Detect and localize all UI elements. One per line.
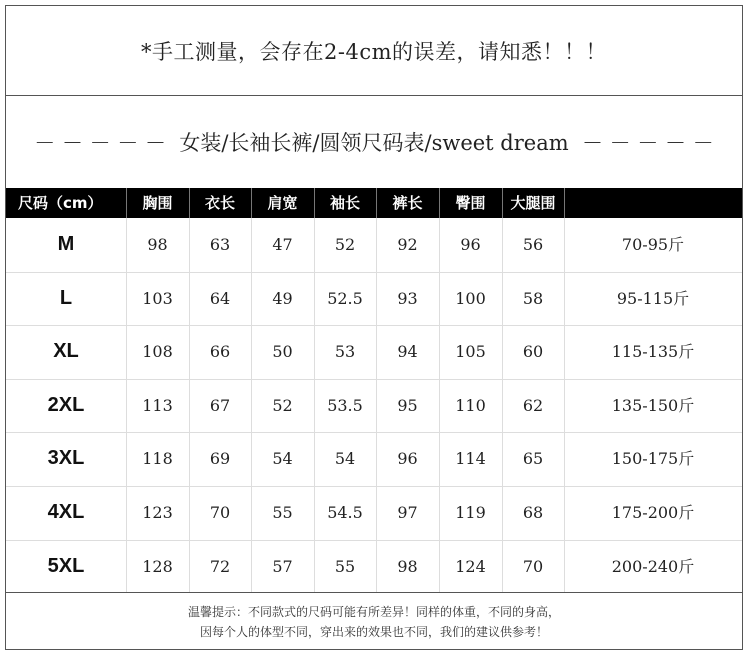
table-row <box>6 379 742 433</box>
row-divider <box>6 432 742 433</box>
footer-tip-line-1: 温馨提示：不同款式的尺码可能有所差异！同样的体重，不同的身高， <box>187 605 560 619</box>
weight-range: 175-200斤 <box>611 503 695 522</box>
size-label: 2XL <box>47 393 85 416</box>
size-label: 5XL <box>47 554 85 577</box>
header-divider <box>564 188 565 218</box>
measurement-shoulder: 52 <box>272 395 293 415</box>
column-divider <box>502 218 503 593</box>
size-label: XL <box>53 340 79 363</box>
header-divider <box>314 188 315 218</box>
measurement-sleeve: 54.5 <box>327 503 363 522</box>
column-divider <box>251 218 252 593</box>
measurement-bust: 108 <box>142 342 173 362</box>
header-size: 尺码（cm） <box>18 194 103 212</box>
measurement-length: 64 <box>209 288 231 308</box>
table-row <box>6 540 742 594</box>
row-divider <box>6 272 742 273</box>
column-divider <box>376 218 377 593</box>
weight-range: 135-150斤 <box>611 395 695 415</box>
header-divider <box>502 188 503 218</box>
footer-tip <box>6 592 742 651</box>
table-header <box>6 188 742 218</box>
measurement-sleeve: 52.5 <box>327 288 363 308</box>
table-row <box>6 218 742 272</box>
measurement-hip: 119 <box>455 503 486 522</box>
measurement-sleeve: 52 <box>334 235 356 254</box>
measurement-shoulder: 57 <box>272 556 293 576</box>
measurement-thigh: 62 <box>522 395 544 415</box>
header-divider <box>376 188 377 218</box>
measurement-bust: 113 <box>142 395 173 415</box>
table-row <box>6 272 742 326</box>
header-divider <box>189 188 190 218</box>
table-row <box>6 325 742 379</box>
size-label: 4XL <box>47 501 85 523</box>
row-divider <box>6 540 742 541</box>
table-row <box>6 432 742 486</box>
measurement-length: 72 <box>209 556 231 576</box>
measurement-bust: 123 <box>142 503 173 522</box>
measurement-thigh: 70 <box>522 556 544 576</box>
measurement-length: 67 <box>209 395 231 415</box>
weight-range: 200-240斤 <box>611 556 695 576</box>
measurement-hip: 105 <box>455 342 486 362</box>
measurement-length: 69 <box>209 449 231 469</box>
column-divider <box>439 218 440 593</box>
row-divider <box>6 486 742 487</box>
chart-subtitle: － － － － － 女装/长袖长裤/圆领尺码表/sweet dream － － － － － <box>34 131 714 155</box>
weight-range: 150-175斤 <box>611 449 695 469</box>
measurement-pants-length: 97 <box>397 503 418 522</box>
header-pants-length: 裤长 <box>392 194 423 212</box>
header-length: 衣长 <box>204 194 235 212</box>
measurement-pants-length: 92 <box>397 235 418 254</box>
measurement-bust: 98 <box>147 235 168 254</box>
measurement-thigh: 68 <box>522 503 544 522</box>
measurement-pants-length: 98 <box>397 556 418 576</box>
footer-tip-line-2: 因每个人的体型不同，穿出来的效果也不同，我们的建议供参考！ <box>199 625 548 639</box>
size-label: L <box>59 286 73 309</box>
measurement-bust: 103 <box>142 288 173 308</box>
column-divider <box>126 218 127 593</box>
measurement-hip: 100 <box>455 288 486 308</box>
measurement-bust: 118 <box>142 449 173 469</box>
measurement-hip: 114 <box>455 449 486 469</box>
measurement-shoulder: 49 <box>272 288 293 308</box>
measurement-thigh: 58 <box>522 288 544 308</box>
header-hip: 臀围 <box>455 194 486 212</box>
column-divider <box>564 218 565 593</box>
measurement-pants-length: 93 <box>397 288 418 308</box>
column-divider <box>314 218 315 593</box>
header-divider <box>251 188 252 218</box>
size-label: M <box>57 233 75 255</box>
measurement-hip: 124 <box>455 556 486 576</box>
measurement-sleeve: 53.5 <box>327 395 363 415</box>
header-divider <box>126 188 127 218</box>
measurement-shoulder: 47 <box>272 235 293 254</box>
measurement-length: 70 <box>209 503 231 522</box>
measurement-shoulder: 50 <box>272 342 293 362</box>
column-divider <box>189 218 190 593</box>
table-row <box>6 486 742 540</box>
header-thigh: 大腿围 <box>510 194 556 212</box>
measurement-hip: 110 <box>455 395 486 415</box>
measurement-bust: 128 <box>142 556 173 576</box>
measurement-pants-length: 95 <box>397 395 418 415</box>
measurement-sleeve: 55 <box>334 556 356 576</box>
row-divider <box>6 325 742 326</box>
measurement-thigh: 65 <box>522 449 544 469</box>
measurement-notice: *手工测量，会存在2-4cm的误差，请知悉！！！ <box>6 6 742 96</box>
header-divider <box>439 188 440 218</box>
measurement-sleeve: 53 <box>334 342 356 362</box>
weight-range: 95-115斤 <box>616 288 690 308</box>
measurement-pants-length: 94 <box>397 342 418 362</box>
header-bust: 胸围 <box>142 194 173 212</box>
weight-range: 70-95斤 <box>621 235 685 254</box>
header-shoulder: 肩宽 <box>267 194 298 212</box>
measurement-hip: 96 <box>460 235 481 254</box>
row-divider <box>6 379 742 380</box>
header-sleeve: 袖长 <box>329 194 360 212</box>
weight-range: 115-135斤 <box>611 342 695 362</box>
measurement-shoulder: 55 <box>272 503 293 522</box>
size-label: 3XL <box>47 447 85 470</box>
measurement-length: 66 <box>209 342 231 362</box>
measurement-pants-length: 96 <box>397 449 418 469</box>
measurement-length: 63 <box>209 235 231 254</box>
measurement-shoulder: 54 <box>272 449 293 469</box>
measurement-thigh: 56 <box>522 235 544 254</box>
size-chart-frame <box>5 5 743 650</box>
measurement-thigh: 60 <box>522 342 544 362</box>
measurement-sleeve: 54 <box>334 449 356 469</box>
